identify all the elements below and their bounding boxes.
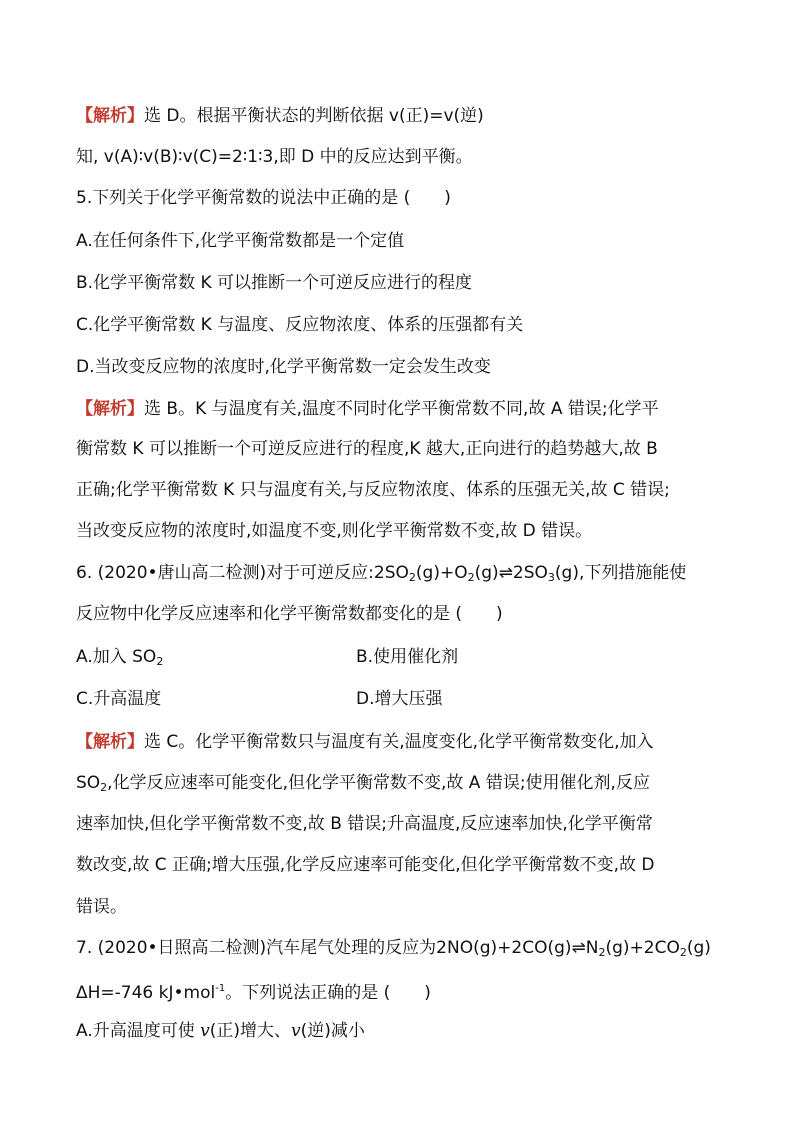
- question-6-stem: 反应物中化学反应速率和化学平衡常数都变化的是 ( ): [76, 604, 503, 624]
- q6-option-b: B.使用催化剂: [356, 647, 459, 667]
- q5-option-b: B.化学平衡常数 K 可以推断一个可逆反应进行的程度: [76, 273, 473, 293]
- q5-option-a: A.在任何条件下,化学平衡常数都是一个定值: [76, 231, 405, 251]
- q6-explanation-line: $SO_2$,化学反应速率可能变化,但化学平衡常数不变,故 A 错误;使用催化剂,反应: [76, 773, 650, 794]
- explanation-tag: 【解析】: [76, 732, 144, 752]
- q5-explanation-line: 当改变反应物的浓度时,如温度不变,则化学平衡常数不变,故 D 错误。: [76, 521, 593, 541]
- q6-options-row: [76, 644, 734, 675]
- q6-option-a: A.加入 $SO_2$: [76, 647, 164, 668]
- explanation-line: 【解析】选 D。根据平衡状态的判断依据 v(正)=v(逆): [76, 106, 484, 126]
- q6-explanation-line: 速率加快,但化学平衡常数不变,故 B 错误;升高温度,反应速率加快,化学平衡常: [76, 814, 653, 834]
- q5-explanation-line: 衡常数 K 可以推断一个可逆反应进行的程度,K 越大,正向进行的趋势越大,故 B: [76, 439, 658, 459]
- q5-explanation-line: 【解析】选 B。K 与温度有关,温度不同时化学平衡常数不同,故 A 错误;化学平: [76, 399, 659, 419]
- q6-explanation-line: 数改变,故 C 正确;增大压强,化学反应速率可能变化,但化学平衡常数不变,故 D: [76, 855, 655, 875]
- q5-explanation-line: 正确;化学平衡常数 K 只与温度有关,与反应物浓度、体系的压强无关,故 C 错误;: [76, 480, 670, 500]
- q7-option-a: A.升高温度可使 v(正)增大、v(逆)减小: [76, 1021, 365, 1041]
- q6-option-d: D.增大压强: [356, 689, 443, 709]
- q6-explanation-line: 错误。: [76, 897, 127, 917]
- q6-option-c: C.升高温度: [76, 689, 162, 709]
- question-6-stem: 6. (2020•唐山高二检测)对于可逆反应$:2SO_2(g)+O_2(g)\rightleftharpoons 2SO_3(g)$,下列措施能使: [76, 563, 687, 584]
- explanation-tag: 【解析】: [76, 106, 144, 126]
- q6-explanation-line: 【解析】选 C。化学平衡常数只与温度有关,温度变化,化学平衡常数变化,加入: [76, 732, 654, 752]
- explanation-tag: 【解析】: [76, 399, 144, 419]
- question-5-stem: 5.下列关于化学平衡常数的说法中正确的是 ( ): [76, 188, 451, 208]
- q5-option-d: D.当改变反应物的浓度时,化学平衡常数一定会发生改变: [76, 357, 491, 377]
- explanation-line: 知, v(A)∶v(B)∶v(C)=2∶1∶3,即 D 中的反应达到平衡。: [76, 147, 473, 167]
- question-7-stem: 7. (2020•日照高二检测)汽车尾气处理的反应为$2NO(g)+2CO(g)\rightleftharpoons N_2(g)+2CO_2(g)$: [76, 938, 711, 959]
- question-7-stem: ΔH=-746 kJ•mol$^{-1}$。下列说法正确的是 ( ): [76, 983, 431, 1003]
- q5-option-c: C.化学平衡常数 K 与温度、反应物浓度、体系的压强都有关: [76, 315, 524, 335]
- q6-options-row: [76, 686, 734, 712]
